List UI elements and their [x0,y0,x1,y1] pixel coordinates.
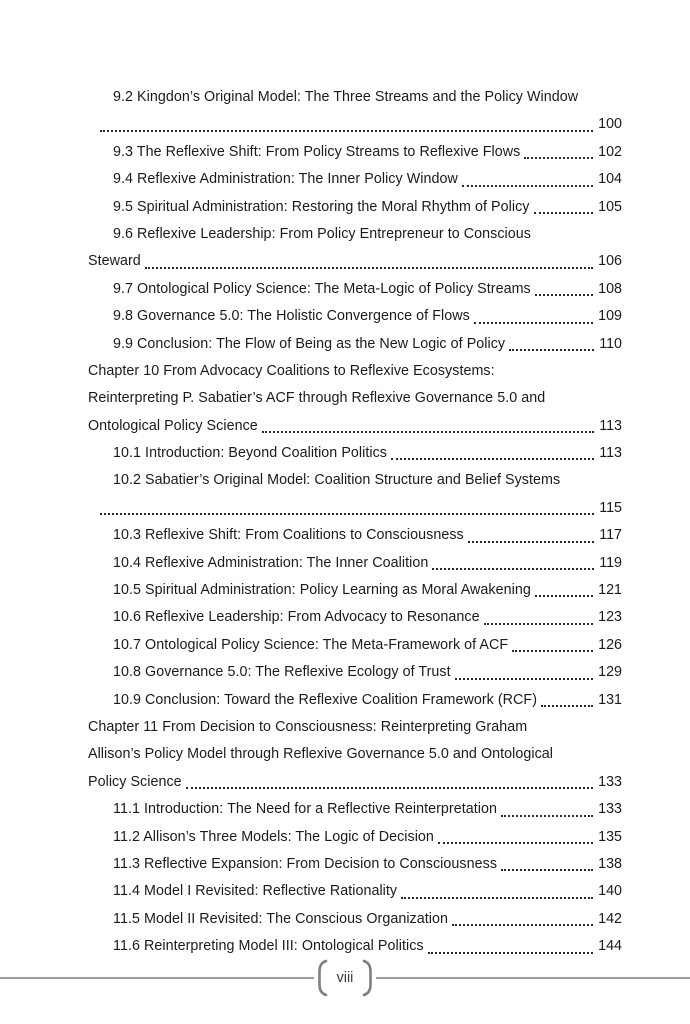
dot-leader [512,632,593,659]
toc-entry-line[interactable] [88,522,622,549]
toc-entry-text: 11.4 Model I Revisited: Reflective Rationality [113,883,398,900]
dot-leader [535,577,593,604]
toc-entry-text: 9.8 Governance 5.0: The Holistic Convergence of Flows [113,308,470,325]
toc-entry-line[interactable] [88,139,622,166]
toc-page-number: 131 [598,691,622,708]
toc-entry-line[interactable] [88,604,622,631]
toc-entry-text: 9.6 Reflexive Leadership: From Policy Entrepreneur to Conscious [113,225,531,242]
toc-entry-text: 9.3 The Reflexive Shift: From Policy Streams to Reflexive Flows [113,143,521,160]
toc-entry-line[interactable] [88,248,622,275]
dot-leader [501,796,593,823]
toc-entry-line[interactable] [88,166,622,193]
dot-leader [474,303,593,330]
toc-page-number: 144 [598,938,622,955]
toc-entry-text: 10.4 Reflexive Administration: The Inner Coalition [113,554,429,571]
toc-entry-line[interactable] [88,906,622,933]
toc-entry-line[interactable] [88,303,622,330]
footer-rule-right [376,977,690,979]
dot-leader [438,824,593,851]
dot-leader [452,906,593,933]
toc-page-number: 113 [599,445,622,462]
toc-page-number: 135 [598,828,622,845]
toc-entry-line[interactable] [88,276,622,303]
toc-entry-text: 9.9 Conclusion: The Flow of Being as the New Logic of Policy [113,335,506,352]
dot-leader [541,687,593,714]
dot-leader [186,769,593,796]
dot-leader [100,495,594,522]
toc-entry-text: Allison’s Policy Model through Reflexive Governance 5.0 and Ontological [88,746,554,763]
dot-leader [262,413,594,440]
toc-entry-line[interactable] [88,385,622,412]
toc-page-number: 133 [598,773,622,790]
toc-entry-line[interactable] [88,194,622,221]
page-footer [0,958,690,998]
dot-leader [428,933,594,960]
toc-entry-line[interactable] [88,467,622,494]
toc-entry-line[interactable] [88,111,622,138]
toc-entry-text: 10.7 Ontological Policy Science: The Meta-Framework of ACF [113,636,509,653]
toc-page-number: 108 [598,280,622,297]
toc-entry-text: 10.5 Spiritual Administration: Policy Learning as Moral Awakening [113,582,531,599]
toc-page-number: 119 [599,554,622,571]
footer-bracket-right-icon [360,958,376,998]
toc-entry-text: 9.4 Reflexive Administration: The Inner Policy Window [113,171,458,188]
toc-entry-line[interactable] [88,878,622,905]
toc-entry-text: Ontological Policy Science [88,417,258,434]
toc-entry-text: Policy Science [88,773,182,790]
toc-entry-text: 10.9 Conclusion: Toward the Reflexive Coalition Framework (RCF) [113,691,538,708]
toc-entry-line[interactable] [88,331,622,358]
dot-leader [100,111,593,138]
toc-entry-text: Steward [88,253,141,270]
dot-leader [524,139,593,166]
toc-entry-line[interactable] [88,221,622,248]
toc-entry-text: 11.3 Reflective Expansion: From Decision to Consciousness [113,855,498,872]
toc-page-number: 110 [599,335,622,352]
dot-leader [535,276,593,303]
toc-entry-text: 11.2 Allison’s Three Models: The Logic of Decision [113,828,434,845]
toc-entry-line[interactable] [88,741,622,768]
toc-page-number: 106 [598,253,622,270]
toc-page-number: 105 [598,198,622,215]
toc-entry-text: 11.1 Introduction: The Need for a Reflective Reinterpretation [113,801,497,818]
dot-leader [391,440,594,467]
toc-entry-line[interactable] [88,84,622,111]
toc-entry-line[interactable] [88,550,622,577]
toc-page-number: 113 [599,417,622,434]
toc-entry-line[interactable] [88,933,622,960]
toc-entry-line[interactable] [88,851,622,878]
toc-page-number: 109 [598,308,622,325]
dot-leader [462,166,593,193]
toc-entry-line[interactable] [88,714,622,741]
dot-leader [484,604,594,631]
toc-entry-text: 9.2 Kingdon’s Original Model: The Three Streams and the Policy Window [113,89,579,105]
toc-entry-text: 10.3 Reflexive Shift: From Coalitions to Consciousness [113,527,464,544]
toc-entry-line[interactable] [88,769,622,796]
toc-entry-text: 10.6 Reflexive Leadership: From Advocacy to Resonance [113,609,480,626]
toc-entry-line[interactable] [88,495,622,522]
toc-entry-text: Reinterpreting P. Sabatier’s ACF through Reflexive Governance 5.0 and [88,390,546,407]
toc-page-number: 129 [598,664,622,681]
toc-entry-text: 10.1 Introduction: Beyond Coalition Politics [113,445,388,462]
toc-page-number: 115 [599,499,622,516]
dot-leader [432,550,594,577]
toc-entry-text: 10.8 Governance 5.0: The Reflexive Ecology of Trust [113,664,451,681]
toc-entry-line[interactable] [88,577,622,604]
toc-entry-line[interactable] [88,413,622,440]
toc-entry-line[interactable] [88,358,622,385]
toc-page-number: 117 [599,527,622,544]
footer-page-number: viii [336,969,354,986]
toc-page-number: 133 [598,801,622,818]
toc-entry-text: Chapter 10 From Advocacy Coalitions to Reflexive Ecosystems: [88,362,495,379]
dot-leader [468,522,594,549]
toc-entry-text: 10.2 Sabatier’s Original Model: Coalition Structure and Belief Systems [113,472,561,489]
toc-entry-line[interactable] [88,659,622,686]
toc-page-number: 142 [598,910,622,927]
toc-page-number: 140 [598,883,622,900]
toc-page-number: 102 [598,143,622,160]
toc-entry-text: 11.5 Model II Revisited: The Conscious Organization [113,910,448,927]
toc-entry-line[interactable] [88,687,622,714]
toc-entry-line[interactable] [88,824,622,851]
toc-entry-text: 11.6 Reinterpreting Model III: Ontological Politics [113,938,424,955]
dot-leader [534,194,594,221]
toc-page-number: 121 [598,582,622,599]
toc-page-number: 138 [598,855,622,872]
dot-leader [509,331,594,358]
toc-entry-text: 9.5 Spiritual Administration: Restoring the Moral Rhythm of Policy [113,198,530,215]
toc-page-number: 123 [598,609,622,626]
toc-entry-text: Chapter 11 From Decision to Consciousness: Reinterpreting Graham [88,718,528,735]
toc-entry-text: 9.7 Ontological Policy Science: The Meta-Logic of Policy Streams [113,280,531,297]
toc-page-number: 104 [598,171,622,188]
table-of-contents [88,84,622,961]
dot-leader [501,851,593,878]
toc-entry-line[interactable] [88,632,622,659]
dot-leader [455,659,593,686]
toc-page-number: 100 [598,116,622,133]
dot-leader [401,878,593,905]
footer-rule-left [0,977,314,979]
dot-leader [145,248,593,275]
toc-page-number: 126 [598,636,622,653]
toc-entry-line[interactable] [88,440,622,467]
footer-bracket-left-icon [314,958,330,998]
toc-entry-line[interactable] [88,796,622,823]
